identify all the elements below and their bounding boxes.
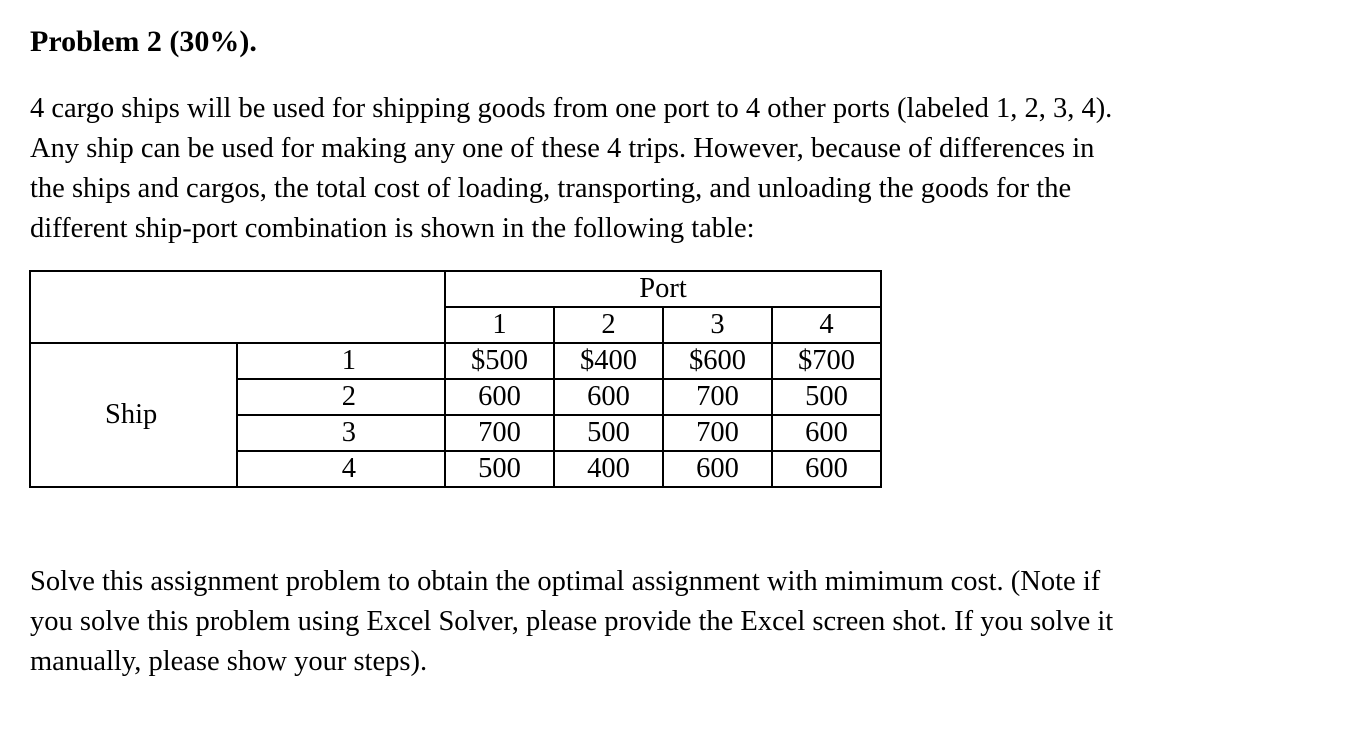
intro-paragraph bbox=[30, 89, 1112, 249]
intro-line: Any ship can be used for making any one of these 4 trips. However, because of differences in bbox=[30, 133, 1095, 164]
cost-cell: 500 bbox=[445, 451, 554, 487]
port-label: 1 bbox=[445, 307, 554, 343]
empty-corner-cell bbox=[30, 271, 445, 343]
cost-cell: 500 bbox=[772, 379, 881, 415]
cost-cell: 600 bbox=[772, 415, 881, 451]
cost-cell: $600 bbox=[663, 343, 772, 379]
intro-line: 4 cargo ships will be used for shipping goods from one port to 4 other ports (labeled 1, 2, 3, 4). bbox=[30, 93, 1113, 124]
cost-cell: 700 bbox=[663, 379, 772, 415]
cost-cell: $500 bbox=[445, 343, 554, 379]
port-label: 3 bbox=[663, 307, 772, 343]
cost-cell: 600 bbox=[554, 379, 663, 415]
problem-title: Problem 2 (30%). bbox=[30, 25, 257, 58]
ship-label: 1 bbox=[237, 343, 445, 379]
cost-cell: 500 bbox=[554, 415, 663, 451]
cost-cell: 700 bbox=[445, 415, 554, 451]
cost-cell: 400 bbox=[554, 451, 663, 487]
intro-line: the ships and cargos, the total cost of loading, transporting, and unloading the goods for the bbox=[30, 173, 1072, 204]
table-row bbox=[30, 343, 881, 379]
instructions-line: Solve this assignment problem to obtain the optimal assignment with mimimum cost. (Note if bbox=[30, 566, 1101, 597]
cost-cell: 600 bbox=[445, 379, 554, 415]
port-label: 4 bbox=[772, 307, 881, 343]
port-label: 2 bbox=[554, 307, 663, 343]
ship-header: Ship bbox=[30, 343, 237, 487]
instructions-line: manually, please show your steps). bbox=[30, 646, 428, 677]
instructions-line: you solve this problem using Excel Solver, please provide the Excel screen shot. If you solve it bbox=[30, 606, 1114, 637]
ship-label: 3 bbox=[237, 415, 445, 451]
ship-label: 2 bbox=[237, 379, 445, 415]
port-header: Port bbox=[445, 271, 881, 307]
cost-table bbox=[29, 270, 882, 488]
intro-line: different ship-port combination is shown in the following table: bbox=[30, 213, 755, 244]
cost-cell: 600 bbox=[663, 451, 772, 487]
cost-cell: $700 bbox=[772, 343, 881, 379]
cost-cell: $400 bbox=[554, 343, 663, 379]
instructions-paragraph bbox=[30, 562, 1113, 682]
ship-label: 4 bbox=[237, 451, 445, 487]
table-row bbox=[30, 271, 881, 307]
cost-cell: 700 bbox=[663, 415, 772, 451]
cost-cell: 600 bbox=[772, 451, 881, 487]
